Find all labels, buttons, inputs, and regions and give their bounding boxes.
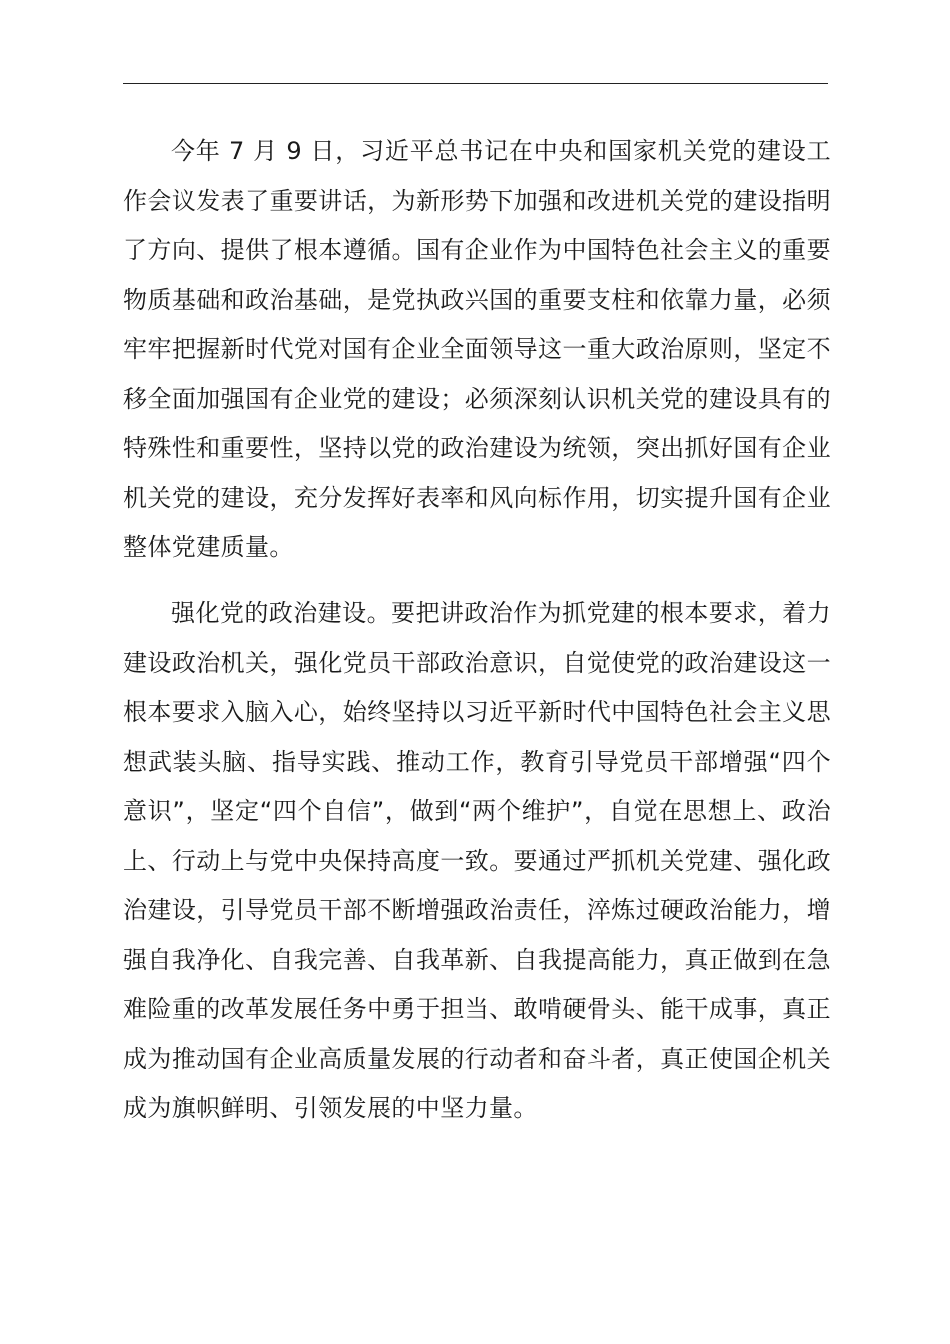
- paragraph-1: 今年 7 月 9 日，习近平总书记在中央和国家机关党的建设工作会议发表了重要讲话，为新形势下加强和改进机关党的建设指明了方向、提供了根本遵循。国有企业作为中国特色社会主义的重要物质基础和政治基础，是党执政兴国的重要支柱和依靠力量，必须牢牢把握新时代党对国有企业全面领导这一重大政治原则，坚定不移全面加强国有企业党的建设；必须深刻认识机关党的建设具有的特殊性和重要性，坚持以党的政治建设为统领，突出抓好国有企业机关党的建设，充分发挥好表率和风向标作用，切实提升国有企业整体党建质量。: [123, 137, 831, 561]
- paragraph-2: 强化党的政治建设。要把讲政治作为抓党建的根本要求，着力建设政治机关，强化党员干部政治意识，自觉使党的政治建设这一根本要求入脑入心，始终坚持以习近平新时代中国特色社会主义思想武装头脑、指导实践、推动工作，教育引导党员干部增强“四个意识”，坚定“四个自信”，做到“两个维护”，自觉在思想上、政治上、行动上与党中央保持高度一致。要通过严抓机关党建、强化政治建设，引导党员干部不断增强政治责任，淬炼过硬政治能力，增强自我净化、自我完善、自我革新、自我提高能力，真正做到在急难险重的改革发展任务中勇于担当、敢啃硬骨头、能干成事，真正成为推动国有企业高质量发展的行动者和奋斗者，真正使国企机关成为旗帜鲜明、引领发展的中坚力量。: [123, 599, 831, 1122]
- header-rule: [123, 83, 828, 84]
